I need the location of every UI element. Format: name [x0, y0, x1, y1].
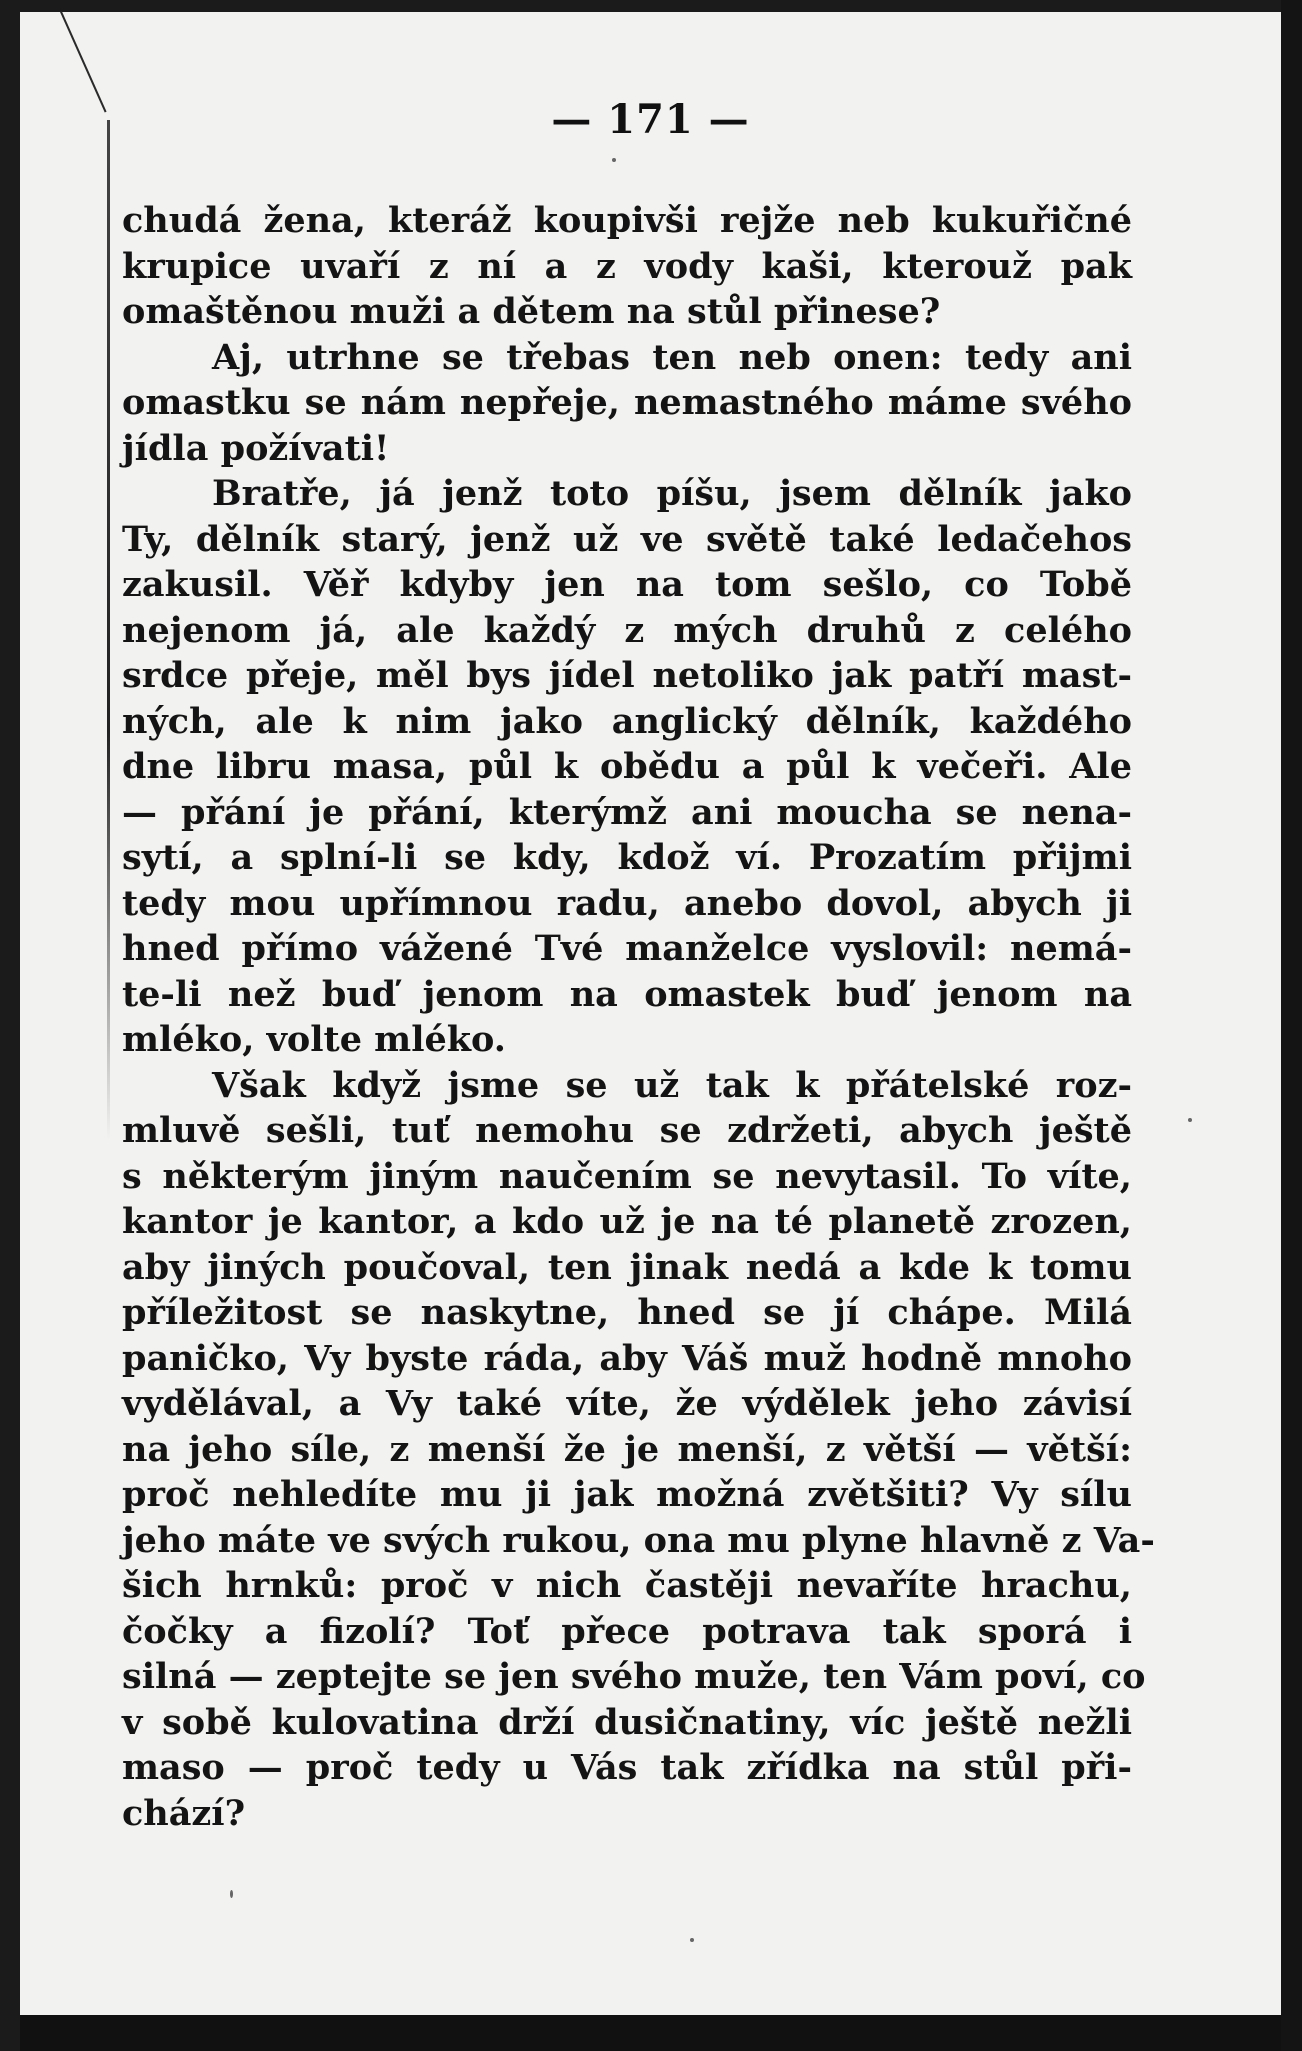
text-line: ných, ale k nim jako anglický dělník, každého	[122, 700, 1132, 742]
text-line: hned přímo vážené Tvé manželce vyslovil: nemá-	[122, 928, 1132, 969]
text-line: dne libru masa, půl k obědu a půl k večeři. Ale	[122, 746, 1132, 787]
scan-left-gutter	[0, 0, 20, 2051]
text-line: čočky a fizolí? Toť přece potrava tak sporá i	[122, 1610, 1132, 1652]
text-line: silná — zeptejte se jen svého muže, ten Vám poví, co	[122, 1656, 1146, 1697]
text-line: proč nehledíte mu ji jak možná zvětšiti? Vy sílu	[122, 1474, 1132, 1515]
text-line: mluvě sešli, tuť nemohu se zdržeti, abych ještě	[122, 1110, 1132, 1151]
text-line: Však když jsme se už tak k přátelské roz-	[212, 1064, 1132, 1106]
text-line: nejenom já, ale každý z mých druhů z celého	[122, 609, 1132, 651]
text-line: krupice uvaří z ní a z vody kaši, kterouž pak	[122, 245, 1132, 287]
text-line: srdce přeje, měl bys jídel netoliko jak patří mast-	[122, 655, 1132, 696]
text-line: kantor je kantor, a kdo už je na té planetě zrozen,	[122, 1201, 1132, 1242]
print-speck	[230, 1890, 233, 1898]
scan-top-border	[20, 0, 1281, 12]
scan-bottom-border	[20, 2015, 1281, 2051]
text-line: maso — proč tedy u Vás tak zřídka na stůl při-	[122, 1747, 1132, 1788]
print-speck	[690, 1938, 694, 1942]
text-line: příležitost se naskytne, hned se jí chápe. Milá	[122, 1292, 1132, 1333]
text-line: paničko, Vy byste ráda, aby Váš muž hodně mnoho	[122, 1337, 1132, 1379]
body-text	[122, 198, 1155, 1836]
text-line: Ty, dělník starý, jenž už ve světě také ledačehos	[122, 518, 1132, 560]
text-line: Bratře, já jenž toto píšu, jsem dělník jako	[212, 473, 1132, 514]
text-line: chudá žena, kteráž koupivši rejže neb kukuřičné	[122, 200, 1132, 241]
text-line: omastku se nám nepřeje, nemastného máme svého	[122, 382, 1132, 423]
text-line: zakusil. Věř kdyby jen na tom sešlo, co Tobě	[122, 564, 1132, 605]
text-line: Aj, utrhne se třebas ten neb onen: tedy ani	[212, 336, 1132, 378]
text-line: jeho máte ve svých rukou, ona mu plyne hlavně z Va-	[122, 1519, 1155, 1561]
scan-right-border	[1281, 0, 1302, 2051]
text-line: — přání je přání, kterýmž ani moucha se nena-	[122, 791, 1132, 833]
text-line: te-li než buď jenom na omastek buď jenom na	[122, 973, 1132, 1015]
text-line: jídla požívati!	[122, 427, 390, 469]
text-line: tedy mou upřímnou radu, anebo dovol, abych ji	[122, 882, 1132, 924]
text-line: aby jiných poučoval, ten jinak nedá a kde k tomu	[122, 1246, 1132, 1288]
text-line: v sobě kulovatina drží dusičnatiny, víc ještě nežli	[122, 1701, 1132, 1743]
print-speck	[1188, 1118, 1192, 1122]
text-line: omaštěnou muži a dětem na stůl přinese?	[122, 291, 941, 332]
text-line: mléko, volte mléko.	[122, 1019, 506, 1060]
page-edge-shadow	[107, 120, 110, 1140]
text-line: sytí, a splní-li se kdy, kdož ví. Prozatím přijmi	[122, 837, 1132, 878]
text-line: chází?	[122, 1792, 246, 1834]
print-speck	[612, 158, 616, 162]
page-number: — 171 —	[551, 96, 750, 143]
text-line: na jeho síle, z menší že je menší, z větší — větší:	[122, 1428, 1132, 1470]
text-line: šich hrnků: proč v nich častěji nevaříte hrachu,	[122, 1565, 1132, 1606]
text-line: vydělával, a Vy také víte, že výdělek jeho závisí	[122, 1383, 1132, 1424]
text-line: s některým jiným naučením se nevytasil. To víte,	[122, 1155, 1132, 1197]
